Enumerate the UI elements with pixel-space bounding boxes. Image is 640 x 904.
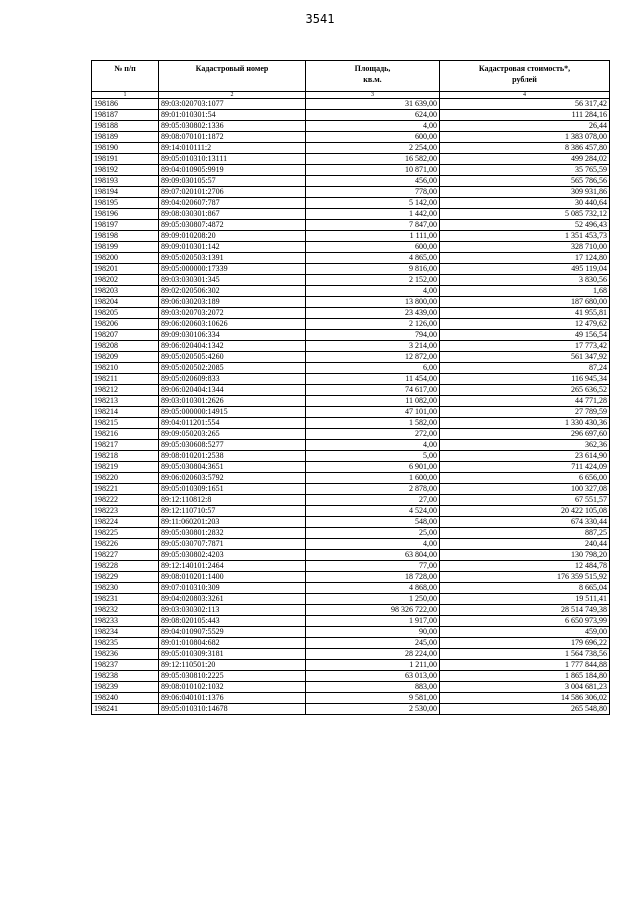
cadastral-cost-cell: 20 422 105,08 — [440, 506, 610, 517]
table-row — [92, 594, 610, 605]
cadastral-number-cell: 89:05:020502:2085 — [159, 363, 306, 374]
table-row — [92, 308, 610, 319]
cadastral-cost-cell: 265 548,80 — [440, 704, 610, 715]
cadastral-cost-cell: 1,68 — [440, 286, 610, 297]
cadastral-cost-cell: 3 830,56 — [440, 275, 610, 286]
cadastral-cost-cell: 27 789,59 — [440, 407, 610, 418]
area-cell: 4 865,00 — [306, 253, 440, 264]
area-cell: 456,00 — [306, 176, 440, 187]
cadastral-cost-cell: 459,00 — [440, 627, 610, 638]
row-number-cell: 198187 — [92, 110, 159, 121]
cadastral-number-cell: 89:07:020101:2706 — [159, 187, 306, 198]
cadastral-cost-cell: 328 710,00 — [440, 242, 610, 253]
row-number-cell: 198238 — [92, 671, 159, 682]
row-number-cell: 198232 — [92, 605, 159, 616]
header-number-text: № п/п — [114, 64, 136, 73]
cadastral-cost-cell: 565 786,56 — [440, 176, 610, 187]
cadastral-cost-cell: 240,44 — [440, 539, 610, 550]
area-cell: 4,00 — [306, 286, 440, 297]
row-number-cell: 198211 — [92, 374, 159, 385]
row-number-cell: 198191 — [92, 154, 159, 165]
area-cell: 10 871,00 — [306, 165, 440, 176]
cadastral-number-cell: 89:03:020703:2072 — [159, 308, 306, 319]
header-cadastral-number-text: Кадастровый номер — [195, 64, 269, 73]
area-cell: 47 101,00 — [306, 407, 440, 418]
cadastral-number-cell: 89:12:110710:57 — [159, 506, 306, 517]
cadastral-number-cell: 89:04:010907:5529 — [159, 627, 306, 638]
row-number-cell: 198215 — [92, 418, 159, 429]
table-row — [92, 572, 610, 583]
row-number-cell: 198201 — [92, 264, 159, 275]
area-cell: 4,00 — [306, 440, 440, 451]
cadastral-number-cell: 89:08:020105:443 — [159, 616, 306, 627]
area-cell: 1 111,00 — [306, 231, 440, 242]
area-cell: 600,00 — [306, 132, 440, 143]
cadastral-cost-cell: 1 564 738,56 — [440, 649, 610, 660]
table-row — [92, 473, 610, 484]
cadastral-number-cell: 89:08:010102:1032 — [159, 682, 306, 693]
table-row — [92, 198, 610, 209]
cadastral-number-cell: 89:08:070101:1872 — [159, 132, 306, 143]
cadastral-cost-cell: 12 484,78 — [440, 561, 610, 572]
cadastral-cost-cell: 49 156,54 — [440, 330, 610, 341]
area-cell: 5,00 — [306, 451, 440, 462]
table-row — [92, 495, 610, 506]
table-row — [92, 418, 610, 429]
table-row — [92, 550, 610, 561]
table-row — [92, 220, 610, 231]
header-row — [92, 61, 610, 92]
cadastral-cost-cell: 87,24 — [440, 363, 610, 374]
area-cell: 2 126,00 — [306, 319, 440, 330]
table-row — [92, 330, 610, 341]
table-row — [92, 297, 610, 308]
cadastral-number-cell: 89:04:020607:787 — [159, 198, 306, 209]
cadastral-number-cell: 89:12:110501:20 — [159, 660, 306, 671]
cadastral-cost-cell: 130 798,20 — [440, 550, 610, 561]
table-row — [92, 561, 610, 572]
table-row — [92, 429, 610, 440]
row-number-cell: 198233 — [92, 616, 159, 627]
row-number-cell: 198216 — [92, 429, 159, 440]
area-cell: 31 639,00 — [306, 99, 440, 110]
table-row — [92, 539, 610, 550]
page-number: 3541 — [305, 12, 335, 26]
cadastral-cost-cell: 1 777 844,88 — [440, 660, 610, 671]
row-number-cell: 198192 — [92, 165, 159, 176]
header-cadastral-cost — [440, 61, 610, 92]
table-row — [92, 286, 610, 297]
area-cell: 63 013,00 — [306, 671, 440, 682]
table-row — [92, 352, 610, 363]
area-cell: 600,00 — [306, 242, 440, 253]
cadastral-number-cell: 89:05:000000:14915 — [159, 407, 306, 418]
area-cell: 27,00 — [306, 495, 440, 506]
table-row — [92, 319, 610, 330]
table-row — [92, 253, 610, 264]
row-number-cell: 198200 — [92, 253, 159, 264]
cadastral-number-cell: 89:08:010201:1400 — [159, 572, 306, 583]
row-number-cell: 198190 — [92, 143, 159, 154]
cadastral-number-cell: 89:05:000000:17339 — [159, 264, 306, 275]
row-number-cell: 198239 — [92, 682, 159, 693]
table-row — [92, 440, 610, 451]
table-row — [92, 132, 610, 143]
cadastral-number-cell: 89:05:030707:7871 — [159, 539, 306, 550]
row-number-cell: 198206 — [92, 319, 159, 330]
column-number-row — [92, 92, 610, 99]
table-row — [92, 209, 610, 220]
row-number-cell: 198194 — [92, 187, 159, 198]
column-number: 2 — [159, 92, 306, 99]
area-cell: 9 581,00 — [306, 693, 440, 704]
cadastral-cost-cell: 674 330,44 — [440, 517, 610, 528]
cadastral-cost-cell: 8 665,04 — [440, 583, 610, 594]
row-number-cell: 198209 — [92, 352, 159, 363]
row-number-cell: 198188 — [92, 121, 159, 132]
cadastral-cost-cell: 495 119,04 — [440, 264, 610, 275]
cadastral-cost-cell: 26,44 — [440, 121, 610, 132]
cadastral-number-cell: 89:11:060201:203 — [159, 517, 306, 528]
area-cell: 28 224,00 — [306, 649, 440, 660]
cadastral-cost-cell: 30 440,64 — [440, 198, 610, 209]
cadastral-cost-cell: 5 085 732,12 — [440, 209, 610, 220]
table-row — [92, 528, 610, 539]
area-cell: 7 847,00 — [306, 220, 440, 231]
header-number — [92, 61, 159, 92]
area-cell: 4,00 — [306, 539, 440, 550]
table-row — [92, 462, 610, 473]
row-number-cell: 198195 — [92, 198, 159, 209]
cadastral-cost-cell: 67 551,57 — [440, 495, 610, 506]
cadastral-cost-cell: 41 955,81 — [440, 308, 610, 319]
table-row — [92, 143, 610, 154]
row-number-cell: 198240 — [92, 693, 159, 704]
table-row — [92, 649, 610, 660]
area-cell: 13 800,00 — [306, 297, 440, 308]
cadastral-cost-cell: 561 347,92 — [440, 352, 610, 363]
area-cell: 794,00 — [306, 330, 440, 341]
area-cell: 2 152,00 — [306, 275, 440, 286]
cadastral-cost-cell: 116 945,34 — [440, 374, 610, 385]
cadastral-number-cell: 89:02:020506:302 — [159, 286, 306, 297]
row-number-cell: 198203 — [92, 286, 159, 297]
cadastral-number-cell: 89:14:010111:2 — [159, 143, 306, 154]
cadastral-number-cell: 89:04:020803:3261 — [159, 594, 306, 605]
table-row — [92, 660, 610, 671]
area-cell: 6,00 — [306, 363, 440, 374]
area-cell: 16 582,00 — [306, 154, 440, 165]
column-number: 4 — [440, 92, 610, 99]
area-cell: 2 530,00 — [306, 704, 440, 715]
cadastral-number-cell: 89:05:020505:4260 — [159, 352, 306, 363]
table-row — [92, 638, 610, 649]
row-number-cell: 198218 — [92, 451, 159, 462]
area-cell: 245,00 — [306, 638, 440, 649]
cadastral-number-cell: 89:09:030105:57 — [159, 176, 306, 187]
cadastral-cost-cell: 17 124,80 — [440, 253, 610, 264]
table-row — [92, 627, 610, 638]
table-row — [92, 704, 610, 715]
cadastral-cost-cell: 1 865 184,80 — [440, 671, 610, 682]
cadastral-number-cell: 89:01:010804:682 — [159, 638, 306, 649]
row-number-cell: 198236 — [92, 649, 159, 660]
area-cell: 2 254,00 — [306, 143, 440, 154]
cadastral-number-cell: 89:05:020503:1391 — [159, 253, 306, 264]
area-cell: 63 804,00 — [306, 550, 440, 561]
row-number-cell: 198230 — [92, 583, 159, 594]
area-cell: 883,00 — [306, 682, 440, 693]
area-cell: 11 454,00 — [306, 374, 440, 385]
cadastral-number-cell: 89:09:050203:265 — [159, 429, 306, 440]
cadastral-number-cell: 89:06:020404:1342 — [159, 341, 306, 352]
cadastral-number-cell: 89:08:030301:867 — [159, 209, 306, 220]
cadastral-number-cell: 89:05:010310:14678 — [159, 704, 306, 715]
area-cell: 11 082,00 — [306, 396, 440, 407]
row-number-cell: 198226 — [92, 539, 159, 550]
area-cell: 6 901,00 — [306, 462, 440, 473]
cadastral-number-cell: 89:04:011201:554 — [159, 418, 306, 429]
cadastral-number-cell: 89:01:010301:54 — [159, 110, 306, 121]
row-number-cell: 198186 — [92, 99, 159, 110]
table-row — [92, 583, 610, 594]
cadastral-cost-cell: 1 330 430,36 — [440, 418, 610, 429]
table-row — [92, 275, 610, 286]
cadastral-number-cell: 89:05:030807:4872 — [159, 220, 306, 231]
cadastral-number-cell: 89:05:020609:833 — [159, 374, 306, 385]
cadastral-cost-cell: 499 284,02 — [440, 154, 610, 165]
cadastral-cost-cell: 6 656,00 — [440, 473, 610, 484]
cadastral-number-cell: 89:06:020603:10626 — [159, 319, 306, 330]
cadastral-number-cell: 89:04:010905:9919 — [159, 165, 306, 176]
area-cell: 18 728,00 — [306, 572, 440, 583]
row-number-cell: 198198 — [92, 231, 159, 242]
table-row — [92, 682, 610, 693]
row-number-cell: 198207 — [92, 330, 159, 341]
cadastral-number-cell: 89:06:020404:1344 — [159, 385, 306, 396]
header-cadastral-number — [159, 61, 306, 92]
table-row — [92, 231, 610, 242]
table-row — [92, 506, 610, 517]
area-cell: 4 868,00 — [306, 583, 440, 594]
cadastral-number-cell: 89:08:010201:2538 — [159, 451, 306, 462]
header-area — [306, 61, 440, 92]
cadastral-number-cell: 89:03:020703:1077 — [159, 99, 306, 110]
cadastral-number-cell: 89:07:010310:309 — [159, 583, 306, 594]
header-area-text: Площадь, кв.м. — [354, 64, 391, 84]
row-number-cell: 198214 — [92, 407, 159, 418]
cadastral-number-cell: 89:05:030804:3651 — [159, 462, 306, 473]
area-cell: 23 439,00 — [306, 308, 440, 319]
area-cell: 90,00 — [306, 627, 440, 638]
cadastral-number-cell: 89:06:040101:1376 — [159, 693, 306, 704]
table-row — [92, 671, 610, 682]
area-cell: 77,00 — [306, 561, 440, 572]
cadastral-cost-cell: 111 284,16 — [440, 110, 610, 121]
cadastral-cost-cell: 711 424,09 — [440, 462, 610, 473]
area-cell: 1 442,00 — [306, 209, 440, 220]
cadastral-cost-cell: 23 614,90 — [440, 451, 610, 462]
area-cell: 778,00 — [306, 187, 440, 198]
cadastral-number-cell: 89:12:140101:2464 — [159, 561, 306, 572]
cadastral-cost-cell: 362,36 — [440, 440, 610, 451]
cadastral-number-cell: 89:12:110812:8 — [159, 495, 306, 506]
table-row — [92, 176, 610, 187]
cadastral-cost-cell: 100 327,08 — [440, 484, 610, 495]
cadastral-cost-cell: 176 359 515,92 — [440, 572, 610, 583]
area-cell: 2 878,00 — [306, 484, 440, 495]
cadastral-number-cell: 89:05:030608:5277 — [159, 440, 306, 451]
cadastral-number-cell: 89:03:030302:113 — [159, 605, 306, 616]
table-row — [92, 407, 610, 418]
area-cell: 1 917,00 — [306, 616, 440, 627]
table-row — [92, 154, 610, 165]
table-row — [92, 99, 610, 110]
cadastral-cost-cell: 56 317,42 — [440, 99, 610, 110]
cadastral-cost-cell: 1 383 078,00 — [440, 132, 610, 143]
cadastral-number-cell: 89:05:010310:13111 — [159, 154, 306, 165]
table-row — [92, 110, 610, 121]
cadastral-cost-cell: 14 586 306,02 — [440, 693, 610, 704]
row-number-cell: 198222 — [92, 495, 159, 506]
area-cell: 3 214,00 — [306, 341, 440, 352]
row-number-cell: 198234 — [92, 627, 159, 638]
area-cell: 1 582,00 — [306, 418, 440, 429]
cadastral-number-cell: 89:05:030810:2225 — [159, 671, 306, 682]
table-row — [92, 396, 610, 407]
cadastral-number-cell: 89:05:030802:4203 — [159, 550, 306, 561]
row-number-cell: 198189 — [92, 132, 159, 143]
table-row — [92, 341, 610, 352]
area-cell: 25,00 — [306, 528, 440, 539]
cadastral-number-cell: 89:03:030301:345 — [159, 275, 306, 286]
table-row — [92, 374, 610, 385]
row-number-cell: 198196 — [92, 209, 159, 220]
cadastral-cost-cell: 19 511,41 — [440, 594, 610, 605]
table-row — [92, 451, 610, 462]
cadastral-cost-cell: 44 771,28 — [440, 396, 610, 407]
cadastral-cost-cell: 52 496,43 — [440, 220, 610, 231]
row-number-cell: 198217 — [92, 440, 159, 451]
area-cell: 1 250,00 — [306, 594, 440, 605]
table-row — [92, 693, 610, 704]
area-cell: 548,00 — [306, 517, 440, 528]
area-cell: 4,00 — [306, 121, 440, 132]
row-number-cell: 198204 — [92, 297, 159, 308]
row-number-cell: 198225 — [92, 528, 159, 539]
row-number-cell: 198213 — [92, 396, 159, 407]
cadastral-cost-cell: 12 479,62 — [440, 319, 610, 330]
area-cell: 1 211,00 — [306, 660, 440, 671]
cadastral-cost-cell: 187 680,00 — [440, 297, 610, 308]
cadastral-cost-cell: 6 650 973,99 — [440, 616, 610, 627]
cadastral-cost-cell: 296 697,60 — [440, 429, 610, 440]
cadastral-cost-cell: 17 773,42 — [440, 341, 610, 352]
area-cell: 98 326 722,00 — [306, 605, 440, 616]
row-number-cell: 198227 — [92, 550, 159, 561]
row-number-cell: 198228 — [92, 561, 159, 572]
area-cell: 272,00 — [306, 429, 440, 440]
row-number-cell: 198237 — [92, 660, 159, 671]
cadastral-cost-cell: 1 351 453,73 — [440, 231, 610, 242]
area-cell: 74 617,00 — [306, 385, 440, 396]
cadastral-cost-cell: 265 636,52 — [440, 385, 610, 396]
cadastral-number-cell: 89:09:010301:142 — [159, 242, 306, 253]
row-number-cell: 198224 — [92, 517, 159, 528]
table-row — [92, 616, 610, 627]
row-number-cell: 198197 — [92, 220, 159, 231]
area-cell: 624,00 — [306, 110, 440, 121]
cadastral-table — [91, 60, 610, 715]
row-number-cell: 198202 — [92, 275, 159, 286]
cadastral-number-cell: 89:09:010208:20 — [159, 231, 306, 242]
cadastral-number-cell: 89:05:030802:1336 — [159, 121, 306, 132]
column-number: 3 — [306, 92, 440, 99]
table-row — [92, 484, 610, 495]
row-number-cell: 198229 — [92, 572, 159, 583]
cadastral-cost-cell: 179 696,22 — [440, 638, 610, 649]
row-number-cell: 198219 — [92, 462, 159, 473]
row-number-cell: 198208 — [92, 341, 159, 352]
area-cell: 4 524,00 — [306, 506, 440, 517]
cadastral-number-cell: 89:06:030203:189 — [159, 297, 306, 308]
table-row — [92, 165, 610, 176]
cadastral-number-cell: 89:06:020603:5792 — [159, 473, 306, 484]
row-number-cell: 198210 — [92, 363, 159, 374]
cadastral-cost-cell: 8 386 457,80 — [440, 143, 610, 154]
column-number: 1 — [92, 92, 159, 99]
cadastral-cost-cell: 309 931,86 — [440, 187, 610, 198]
row-number-cell: 198199 — [92, 242, 159, 253]
area-cell: 12 872,00 — [306, 352, 440, 363]
cadastral-cost-cell: 35 765,59 — [440, 165, 610, 176]
row-number-cell: 198193 — [92, 176, 159, 187]
cadastral-number-cell: 89:09:030106:334 — [159, 330, 306, 341]
row-number-cell: 198241 — [92, 704, 159, 715]
area-cell: 5 142,00 — [306, 198, 440, 209]
row-number-cell: 198231 — [92, 594, 159, 605]
header-cadastral-cost-text: Кадастровая стоимость*, рублей — [478, 64, 571, 84]
row-number-cell: 198205 — [92, 308, 159, 319]
row-number-cell: 198220 — [92, 473, 159, 484]
area-cell: 9 816,00 — [306, 264, 440, 275]
table-row — [92, 264, 610, 275]
row-number-cell: 198212 — [92, 385, 159, 396]
cadastral-cost-cell: 887,25 — [440, 528, 610, 539]
cadastral-number-cell: 89:05:010309:3181 — [159, 649, 306, 660]
table-row — [92, 605, 610, 616]
cadastral-cost-cell: 28 514 749,38 — [440, 605, 610, 616]
table-row — [92, 187, 610, 198]
table-row — [92, 517, 610, 528]
table-row — [92, 242, 610, 253]
row-number-cell: 198221 — [92, 484, 159, 495]
cadastral-number-cell: 89:05:030801:2832 — [159, 528, 306, 539]
cadastral-cost-cell: 3 004 681,23 — [440, 682, 610, 693]
row-number-cell: 198223 — [92, 506, 159, 517]
area-cell: 1 600,00 — [306, 473, 440, 484]
table-row — [92, 385, 610, 396]
table-row — [92, 121, 610, 132]
cadastral-number-cell: 89:03:010301:2626 — [159, 396, 306, 407]
cadastral-number-cell: 89:05:010309:1651 — [159, 484, 306, 495]
table-row — [92, 363, 610, 374]
row-number-cell: 198235 — [92, 638, 159, 649]
table-body — [92, 99, 610, 715]
